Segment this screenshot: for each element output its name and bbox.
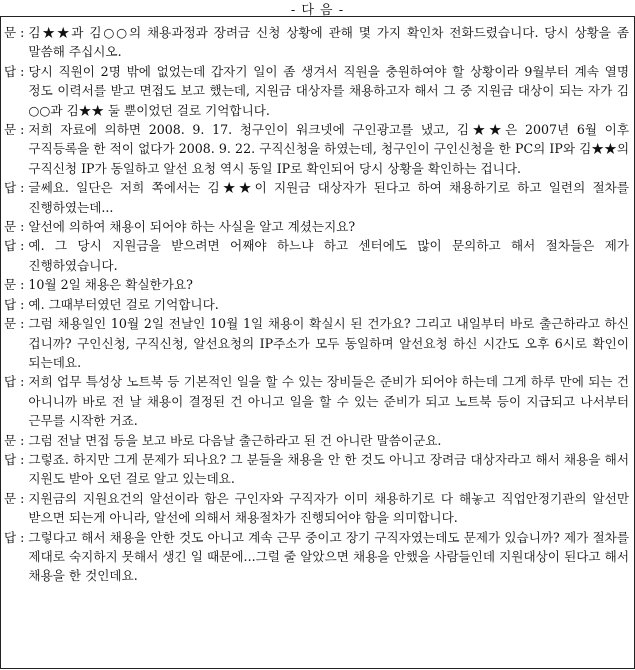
speaker-label: 문 : [4,25,29,40]
dialogue-box [0,16,635,669]
speaker-label: 문 : [4,277,29,293]
dialogue-text: 예. 그 당시 지원금을 받으려면 어째야 하느냐 하고 센터에도 많이 문의하고 해서 절차들은 제가 진행하였습니다. [28,238,629,273]
dialogue-text: 10월 2일 채용은 확실한가요? [28,277,193,293]
dialogue-text: 당시 직원이 2명 밖에 없었는데 갑자기 일이 좀 생겨서 직원을 충원하여야 할 상황이라 9월부터 계속 열명 정도 이력서를 받고 면접도 보고 했는데, 지원금 대상자를 채용하고자 해서 그 중 지원금 대상이 되는 자가 김○○과 김★★ 둘 뿐이었던 걸로 기억합니다. [28,63,629,118]
speaker-label: 답 : [4,451,29,467]
dialogue-answer [4,178,629,217]
dialogue-text: 그렇죠. 하지만 그게 문제가 되나요? 그 분들을 채용을 안 한 것도 아니고 장려금 대상자라고 해서 채용을 해서 지원도 받아 오던 걸로 알고 있는데요. [28,451,629,487]
dialogue-text: 지원금의 지원요건의 알선이라 함은 구인자와 구직자가 이미 채용하기로 다 해놓고 직업안정기관의 알선만 받으면 되는게 아니라, 알선에 의해서 채용절차가 진행되어야 함을 의미합니다. [28,490,629,526]
dialogue-question [4,489,629,528]
dialogue-text: 김★★과 김○○의 채용과정과 장려금 신청 상황에 관해 몇 가지 확인차 전화드렸습니다. 당시 상황을 좀 말씀해 주십시오. [28,25,629,60]
dialogue-text: 알선에 의하여 채용이 되어야 하는 사실을 알고 계셨는지요? [28,219,356,235]
dialogue-question [4,314,629,372]
speaker-label: 문 : [4,219,29,235]
dialogue-answer [4,62,629,120]
speaker-label: 답 : [4,374,29,390]
dialogue-text: 그럼 전날 면접 등을 보고 바로 다음날 출근하라고 된 건 아니란 말씀이군요. [28,432,442,448]
dialogue-answer [4,528,629,586]
dialogue-text: 저희 자료에 의하면 2008. 9. 17. 청구인이 워크넷에 구인광고를 냈고, 김★★은 2007년 6월 이후 구직등록을 한 적이 없다가 2008. 9. 22. 구직신청을 하였는데, 청구인이 구인신청을 한 PC의 IP와 김★★의 구직신청 IP가 동일하고 알선 요청 역시 동일 IP로 확인되어 당시 상황을 확인하는 겁니다. [28,122,629,176]
dialogue-text: 예. 그때부터였던 걸로 기억합니다. [28,296,219,312]
dialogue-question [4,120,629,178]
dialogue-text: 저희 업무 특성상 노트북 등 기본적인 일을 할 수 있는 장비들은 준비가 되어야 하는데 그게 하루 만에 되는 건 아니니까 바로 전 날 채용이 결정된 건 아니고 일을 할 수 있는 준비가 되고 노트북 등이 지급되고 나서부터 근무를 시작한 거죠. [28,374,629,429]
speaker-label: 문 : [4,316,29,332]
dialogue-question [4,217,629,236]
speaker-label: 답 : [4,63,29,79]
dialogue-answer [4,450,629,489]
dialogue-text: 그럼 채용일인 10월 2일 전날인 10월 1일 채용이 확실시 된 건가요? 그리고 내일부터 바로 출근하라고 하신 겁니까? 구인신청, 구직신청, 알선요청의 IP주소가 모두 동일하며 알선요청 하신 시간도 오후 6시로 확인이 되는데요. [28,316,629,370]
speaker-label: 문 : [4,122,29,138]
dialogue-answer [4,236,629,275]
dialogue-text: 그렇다고 해서 채용을 안한 것도 아니고 계속 근무 중이고 장기 구직자였는데도 문제가 있습니까? 제가 절차를 제대로 숙지하지 못해서 생긴 일 때문에...그럴 줄 알았으면 채용을 안했을 사람들인데 지원대상이 된다고 해서 채용을 한 것인데요. [28,529,629,584]
speaker-label: 문 : [4,490,29,506]
speaker-label: 답 : [4,180,29,196]
dialogue-answer [4,372,629,430]
speaker-label: 답 : [4,238,29,254]
speaker-label: 답 : [4,296,29,312]
dialogue-question [4,23,629,62]
speaker-label: 답 : [4,529,29,545]
dialogue-question [4,431,629,450]
dialogue-text: 글쎄요. 일단은 저희 쪽에서는 김★★이 지원금 대상자가 된다고 하여 채용하기로 하고 일련의 절차를 진행하였는데... [28,180,629,215]
speaker-label: 문 : [4,432,29,448]
section-header: - 다 음 - [290,2,345,18]
dialogue-answer [4,295,629,314]
dialogue-question [4,275,629,294]
